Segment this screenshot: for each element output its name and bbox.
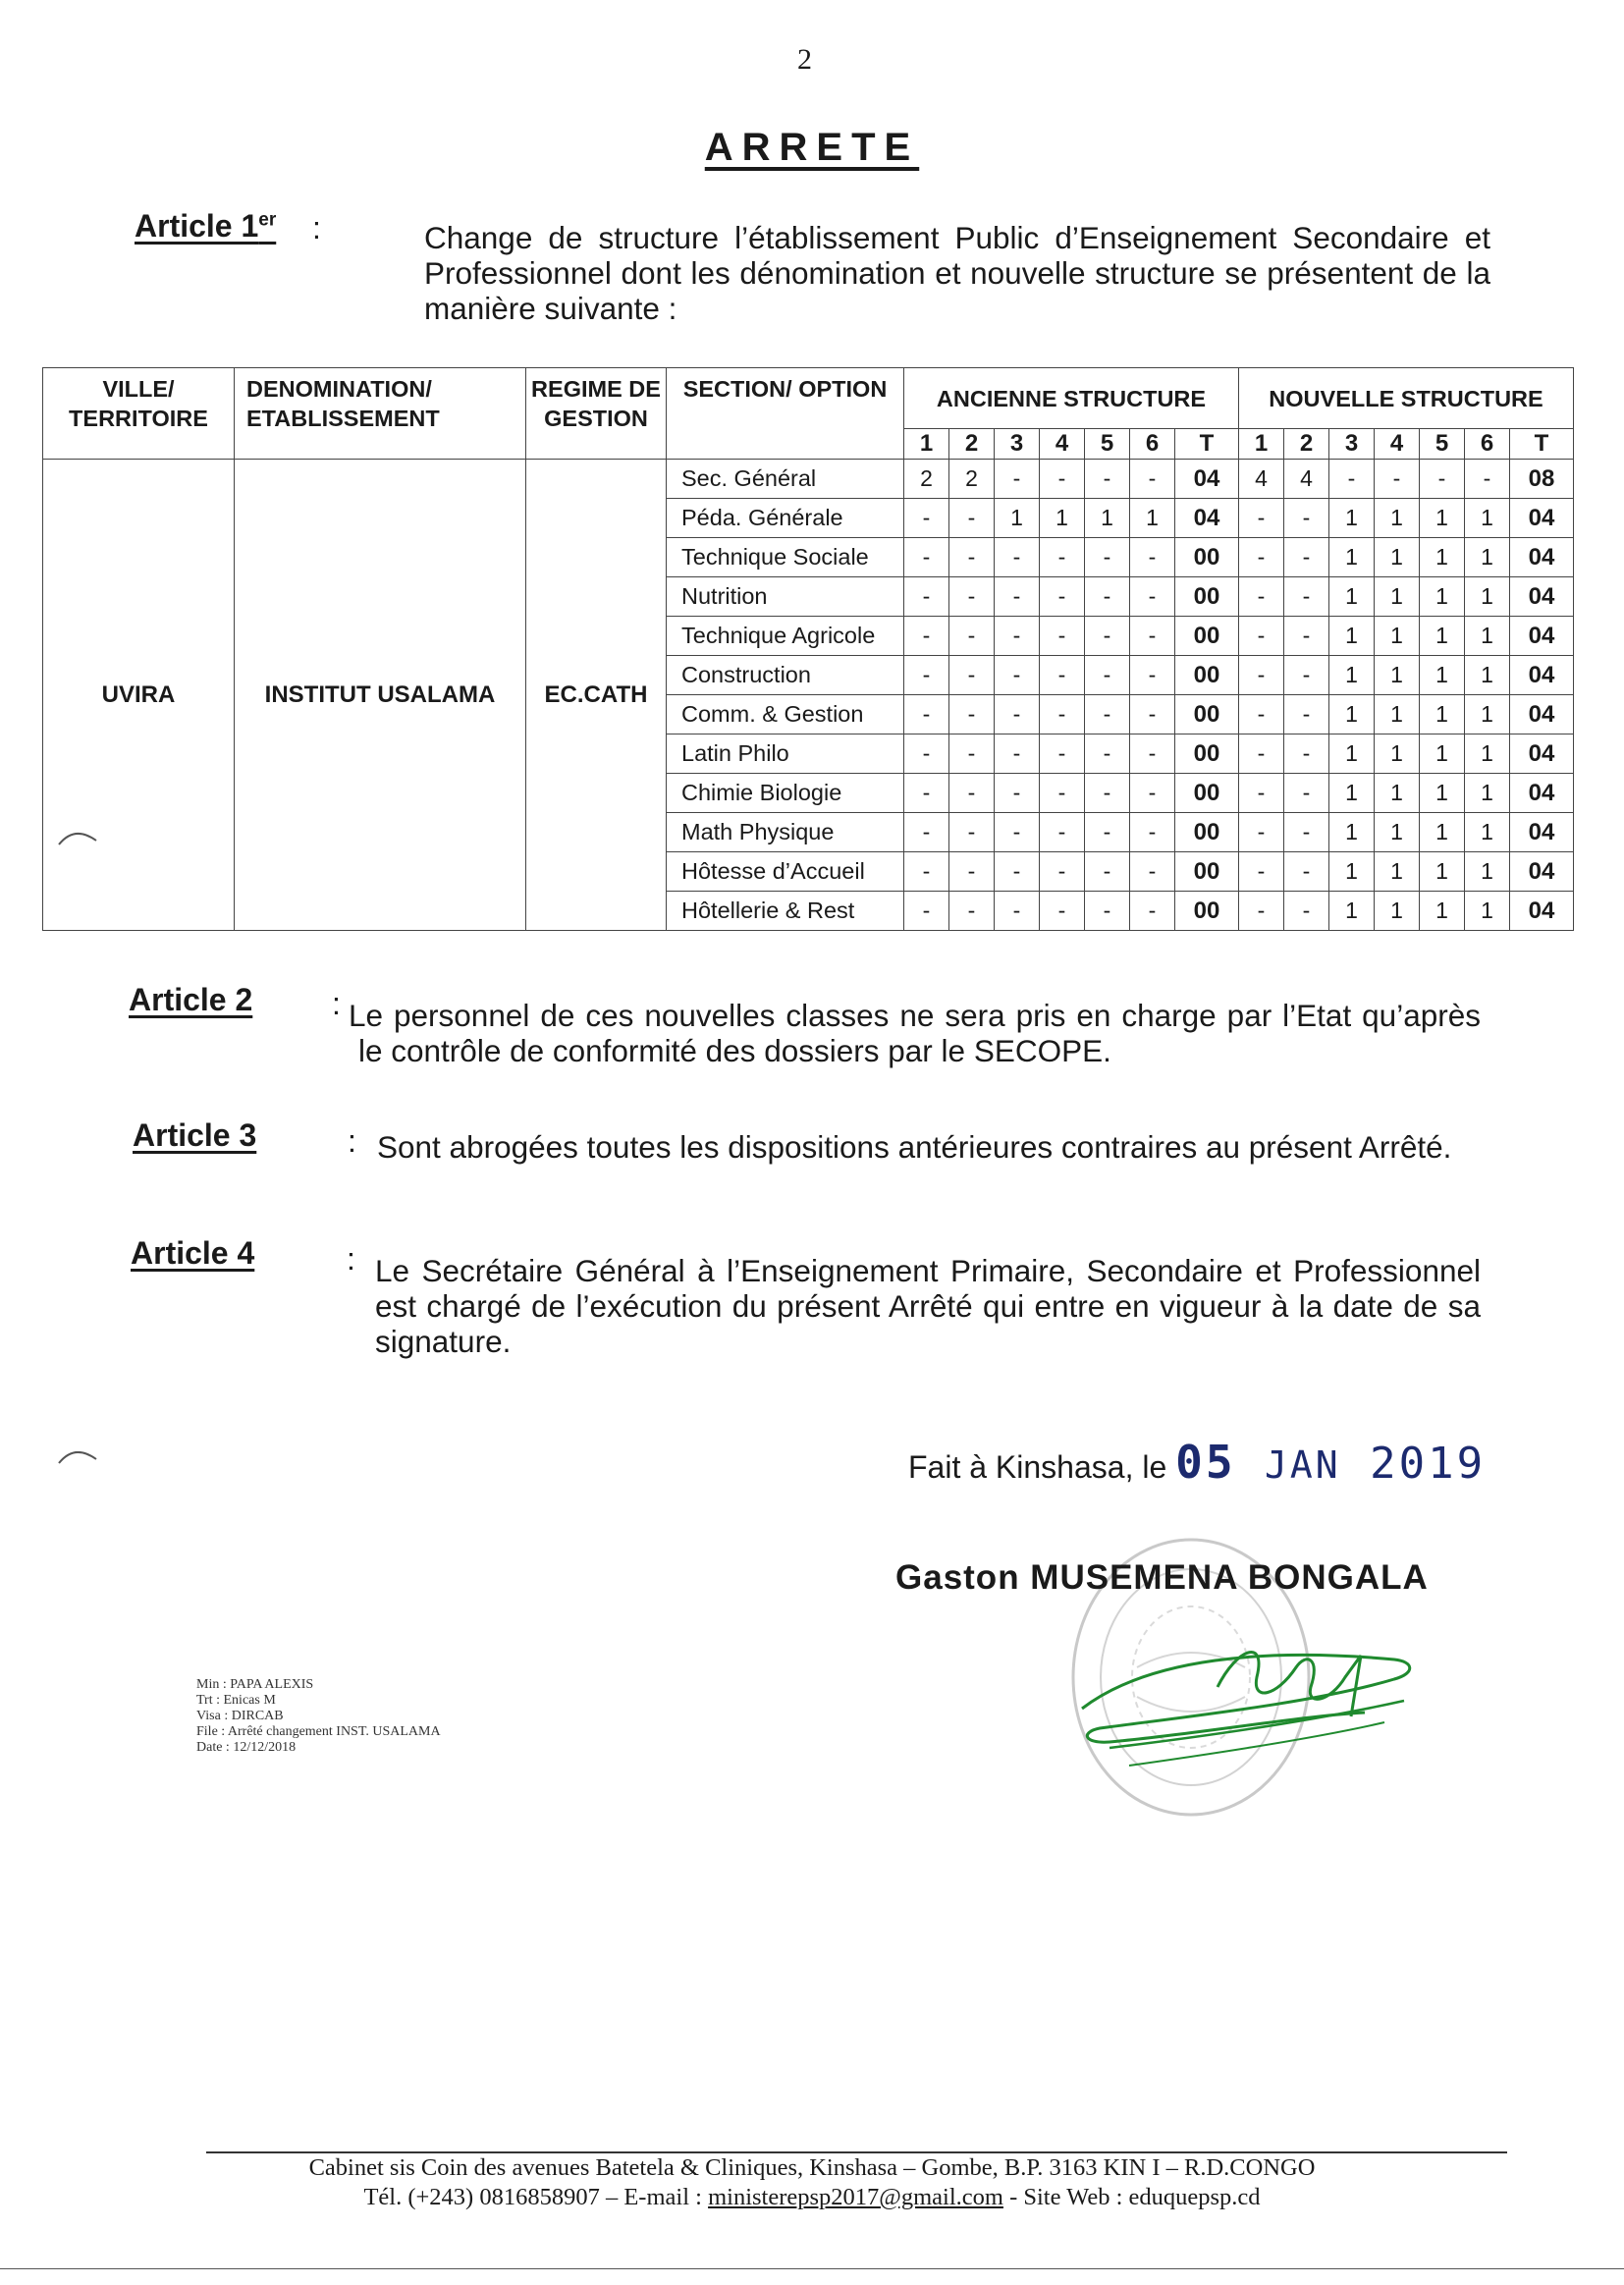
cell-nouvelle-5: 1	[1420, 617, 1465, 656]
cell-nouvelle-3: 1	[1329, 813, 1375, 852]
cell-ancienne-3: -	[995, 577, 1040, 617]
footer-contact: Tél. (+243) 0816858907 – E-mail : ministerepsp2017@gmail.com - Site Web : eduquepsp.cd	[363, 2184, 1261, 2210]
cell-nouvelle-5: 1	[1420, 734, 1465, 774]
cell-ancienne-T: 00	[1175, 538, 1239, 577]
cell-ancienne-4: -	[1040, 892, 1085, 931]
bottom-rule	[0, 2268, 1624, 2269]
cell-nouvelle-T: 04	[1510, 774, 1574, 813]
cell-ancienne-6: -	[1130, 577, 1175, 617]
cell-ancienne-2: -	[949, 774, 995, 813]
reference-line: File : Arrêté changement INST. USALAMA	[196, 1724, 441, 1739]
cell-option: Technique Agricole	[667, 617, 904, 656]
header-section: SECTION/ OPTION	[667, 368, 904, 460]
cell-option: Nutrition	[667, 577, 904, 617]
article-4-text: Le Secrétaire Général à l’Enseignement Primaire, Secondaire et Professionnel est chargé de l’exécution du présent Arrêté qui entre en vigueur à la date de sa signature.	[375, 1253, 1481, 1359]
col-header-nouvelle-6: 6	[1465, 429, 1510, 460]
cell-ancienne-1: -	[904, 892, 949, 931]
cell-ancienne-3: -	[995, 460, 1040, 499]
col-header-nouvelle-3: 3	[1329, 429, 1375, 460]
cell-option: Chimie Biologie	[667, 774, 904, 813]
cell-nouvelle-T: 04	[1510, 734, 1574, 774]
page-number: 2	[797, 43, 812, 76]
cell-ancienne-6: -	[1130, 695, 1175, 734]
cell-ancienne-3: -	[995, 852, 1040, 892]
table-row	[43, 460, 1574, 499]
cell-option: Hôtesse d’Accueil	[667, 852, 904, 892]
cell-nouvelle-2: -	[1284, 499, 1329, 538]
cell-ancienne-3: -	[995, 813, 1040, 852]
cell-ancienne-5: -	[1085, 695, 1130, 734]
cell-ancienne-4: -	[1040, 460, 1085, 499]
cell-ancienne-1: -	[904, 813, 949, 852]
cell-ancienne-6: -	[1130, 656, 1175, 695]
col-header-ancienne-1: 1	[904, 429, 949, 460]
cell-nouvelle-6: 1	[1465, 656, 1510, 695]
col-header-ancienne-2: 2	[949, 429, 995, 460]
col-header-ancienne-3: 3	[995, 429, 1040, 460]
cell-nouvelle-1: -	[1239, 499, 1284, 538]
cell-nouvelle-1: -	[1239, 617, 1284, 656]
cell-ancienne-5: -	[1085, 538, 1130, 577]
reference-line: Visa : DIRCAB	[196, 1709, 284, 1723]
cell-nouvelle-1: -	[1239, 852, 1284, 892]
cell-nouvelle-4: 1	[1375, 774, 1420, 813]
cell-nouvelle-1: -	[1239, 774, 1284, 813]
cell-ancienne-2: -	[949, 499, 995, 538]
cell-nouvelle-3: 1	[1329, 892, 1375, 931]
cell-ancienne-2: -	[949, 695, 995, 734]
reference-block	[196, 1677, 441, 1756]
cell-nouvelle-T: 04	[1510, 813, 1574, 852]
cell-nouvelle-1: -	[1239, 813, 1284, 852]
cell-nouvelle-5: 1	[1420, 892, 1465, 931]
cell-nouvelle-2: -	[1284, 852, 1329, 892]
article-1-label: Article 1er	[135, 208, 277, 244]
cell-ancienne-5: -	[1085, 617, 1130, 656]
document-title: ARRETE	[704, 126, 920, 169]
header-ville: VILLE/ TERRITOIRE	[43, 368, 235, 460]
cell-ancienne-3: 1	[995, 499, 1040, 538]
cell-nouvelle-4: 1	[1375, 538, 1420, 577]
header-nouvelle-structure: NOUVELLE STRUCTURE	[1239, 368, 1574, 429]
col-header-nouvelle-T: T	[1510, 429, 1574, 460]
cell-option: Péda. Générale	[667, 499, 904, 538]
cell-option: Comm. & Gestion	[667, 695, 904, 734]
date-line: Fait à Kinshasa, le 05 JAN 2019	[908, 1436, 1487, 1489]
cell-ancienne-4: -	[1040, 577, 1085, 617]
cell-ancienne-1: -	[904, 734, 949, 774]
cell-nouvelle-5: 1	[1420, 499, 1465, 538]
cell-ancienne-3: -	[995, 892, 1040, 931]
cell-ancienne-T: 00	[1175, 695, 1239, 734]
cell-nouvelle-6: 1	[1465, 617, 1510, 656]
cell-ancienne-5: -	[1085, 892, 1130, 931]
cell-ancienne-1: -	[904, 656, 949, 695]
cell-ancienne-2: 2	[949, 460, 995, 499]
cell-ancienne-6: 1	[1130, 499, 1175, 538]
cell-nouvelle-2: -	[1284, 577, 1329, 617]
cell-nouvelle-4: 1	[1375, 499, 1420, 538]
cell-nouvelle-5: 1	[1420, 577, 1465, 617]
cell-nouvelle-5: 1	[1420, 538, 1465, 577]
cell-ancienne-2: -	[949, 813, 995, 852]
cell-ancienne-T: 04	[1175, 499, 1239, 538]
date-stamp: 05 JAN 2019	[1175, 1436, 1487, 1489]
cell-nouvelle-1: -	[1239, 892, 1284, 931]
cell-nouvelle-3: 1	[1329, 499, 1375, 538]
col-header-ancienne-4: 4	[1040, 429, 1085, 460]
cell-ancienne-T: 00	[1175, 577, 1239, 617]
cell-nouvelle-6: 1	[1465, 499, 1510, 538]
cell-nouvelle-2: -	[1284, 892, 1329, 931]
cell-nouvelle-1: -	[1239, 734, 1284, 774]
cell-ancienne-T: 00	[1175, 813, 1239, 852]
cell-nouvelle-5: 1	[1420, 774, 1465, 813]
article-1-text: Change de structure l’établissement Public d’Enseignement Secondaire et Professionnel dont les dénomination et nouvelle structure se présentent de la manière suivante :	[424, 220, 1490, 326]
cell-nouvelle-2: -	[1284, 617, 1329, 656]
cell-ancienne-2: -	[949, 577, 995, 617]
cell-nouvelle-6: 1	[1465, 813, 1510, 852]
cell-ancienne-2: -	[949, 892, 995, 931]
cell-nouvelle-3: 1	[1329, 774, 1375, 813]
article-2-label: Article 2	[129, 982, 253, 1017]
cell-nouvelle-6: 1	[1465, 577, 1510, 617]
cell-option: Construction	[667, 656, 904, 695]
cell-ancienne-1: -	[904, 852, 949, 892]
cell-ancienne-4: -	[1040, 617, 1085, 656]
cell-nouvelle-1: -	[1239, 656, 1284, 695]
col-header-nouvelle-2: 2	[1284, 429, 1329, 460]
cell-nouvelle-2: -	[1284, 656, 1329, 695]
cell-ancienne-4: -	[1040, 774, 1085, 813]
cell-nouvelle-6: -	[1465, 460, 1510, 499]
cell-ancienne-2: -	[949, 852, 995, 892]
cell-ancienne-1: -	[904, 774, 949, 813]
cell-ancienne-6: -	[1130, 617, 1175, 656]
col-header-ancienne-6: 6	[1130, 429, 1175, 460]
cell-option: Math Physique	[667, 813, 904, 852]
cell-nouvelle-2: -	[1284, 734, 1329, 774]
col-header-ancienne-T: T	[1175, 429, 1239, 460]
cell-ancienne-6: -	[1130, 852, 1175, 892]
cell-ancienne-2: -	[949, 734, 995, 774]
cell-nouvelle-1: -	[1239, 695, 1284, 734]
cell-ancienne-3: -	[995, 695, 1040, 734]
cell-ancienne-6: -	[1130, 892, 1175, 931]
cell-ancienne-T: 00	[1175, 852, 1239, 892]
cell-ancienne-3: -	[995, 538, 1040, 577]
cell-nouvelle-6: 1	[1465, 695, 1510, 734]
cell-ancienne-2: -	[949, 656, 995, 695]
article-1-colon: :	[312, 210, 321, 245]
cell-option: Sec. Général	[667, 460, 904, 499]
article-4-label: Article 4	[131, 1235, 255, 1271]
cell-option: Latin Philo	[667, 734, 904, 774]
cell-nouvelle-6: 1	[1465, 538, 1510, 577]
cell-nouvelle-2: -	[1284, 774, 1329, 813]
cell-ancienne-1: -	[904, 499, 949, 538]
cell-ancienne-1: -	[904, 617, 949, 656]
cell-nouvelle-3: 1	[1329, 852, 1375, 892]
cell-ancienne-4: 1	[1040, 499, 1085, 538]
cell-ancienne-5: -	[1085, 460, 1130, 499]
structure-table	[42, 367, 1574, 931]
cell-ancienne-5: -	[1085, 813, 1130, 852]
cell-nouvelle-T: 04	[1510, 538, 1574, 577]
cell-nouvelle-5: 1	[1420, 852, 1465, 892]
cell-nouvelle-2: -	[1284, 695, 1329, 734]
cell-ancienne-5: -	[1085, 734, 1130, 774]
cell-nouvelle-6: 1	[1465, 852, 1510, 892]
cell-denomination: INSTITUT USALAMA	[235, 460, 526, 931]
cell-nouvelle-4: 1	[1375, 617, 1420, 656]
cell-option: Hôtellerie & Rest	[667, 892, 904, 931]
signer-name: Gaston MUSEMENA BONGALA	[895, 1558, 1429, 1597]
cell-nouvelle-1: 4	[1239, 460, 1284, 499]
cell-nouvelle-T: 04	[1510, 852, 1574, 892]
cell-nouvelle-1: -	[1239, 538, 1284, 577]
cell-ancienne-T: 04	[1175, 460, 1239, 499]
punch-hole-mark	[55, 821, 100, 850]
article-2-text: Le personnel de ces nouvelles classes ne sera pris en charge par l’Etat qu’après le contrôle de conformité des dossiers par le SECOPE.	[349, 998, 1481, 1068]
cell-nouvelle-4: -	[1375, 460, 1420, 499]
cell-ancienne-6: -	[1130, 460, 1175, 499]
cell-nouvelle-5: 1	[1420, 813, 1465, 852]
cell-nouvelle-T: 04	[1510, 656, 1574, 695]
punch-hole-mark	[55, 1440, 100, 1469]
cell-nouvelle-5: 1	[1420, 656, 1465, 695]
cell-ancienne-4: -	[1040, 656, 1085, 695]
article-3-colon: :	[348, 1123, 356, 1159]
cell-ancienne-4: -	[1040, 852, 1085, 892]
cell-option: Technique Sociale	[667, 538, 904, 577]
cell-nouvelle-3: 1	[1329, 695, 1375, 734]
cell-nouvelle-T: 04	[1510, 577, 1574, 617]
cell-ancienne-T: 00	[1175, 656, 1239, 695]
article-2-colon: :	[332, 986, 341, 1021]
cell-nouvelle-T: 08	[1510, 460, 1574, 499]
cell-ancienne-5: 1	[1085, 499, 1130, 538]
cell-ville: UVIRA	[43, 460, 235, 931]
cell-nouvelle-1: -	[1239, 577, 1284, 617]
cell-nouvelle-4: 1	[1375, 695, 1420, 734]
col-header-nouvelle-4: 4	[1375, 429, 1420, 460]
cell-ancienne-T: 00	[1175, 734, 1239, 774]
cell-nouvelle-2: -	[1284, 538, 1329, 577]
cell-nouvelle-3: -	[1329, 460, 1375, 499]
cell-ancienne-3: -	[995, 774, 1040, 813]
reference-line: Date : 12/12/2018	[196, 1740, 297, 1755]
cell-regime: EC.CATH	[526, 460, 667, 931]
cell-ancienne-6: -	[1130, 774, 1175, 813]
col-header-nouvelle-1: 1	[1239, 429, 1284, 460]
cell-nouvelle-T: 04	[1510, 695, 1574, 734]
cell-nouvelle-4: 1	[1375, 892, 1420, 931]
cell-nouvelle-2: 4	[1284, 460, 1329, 499]
header-denomination: DENOMINATION/ ETABLISSEMENT	[235, 368, 526, 460]
reference-line: Min : PAPA ALEXIS	[196, 1677, 314, 1692]
cell-nouvelle-6: 1	[1465, 774, 1510, 813]
article-3-label: Article 3	[133, 1117, 257, 1153]
cell-ancienne-3: -	[995, 617, 1040, 656]
cell-ancienne-4: -	[1040, 538, 1085, 577]
cell-ancienne-1: -	[904, 538, 949, 577]
header-regime: REGIME DE GESTION	[526, 368, 667, 460]
footer-email-link[interactable]: ministerepsp2017@gmail.com	[708, 2184, 1003, 2210]
cell-nouvelle-6: 1	[1465, 892, 1510, 931]
footer-address: Cabinet sis Coin des avenues Batetela & Cliniques, Kinshasa – Gombe, B.P. 3163 KIN I – R.D.CONGO	[308, 2154, 1316, 2181]
cell-ancienne-5: -	[1085, 852, 1130, 892]
cell-ancienne-T: 00	[1175, 617, 1239, 656]
cell-ancienne-6: -	[1130, 813, 1175, 852]
cell-ancienne-6: -	[1130, 734, 1175, 774]
cell-ancienne-2: -	[949, 538, 995, 577]
cell-ancienne-4: -	[1040, 734, 1085, 774]
cell-ancienne-3: -	[995, 734, 1040, 774]
cell-nouvelle-6: 1	[1465, 734, 1510, 774]
cell-nouvelle-2: -	[1284, 813, 1329, 852]
cell-ancienne-6: -	[1130, 538, 1175, 577]
header-ancienne-structure: ANCIENNE STRUCTURE	[904, 368, 1239, 429]
article-4-colon: :	[347, 1241, 355, 1277]
cell-nouvelle-5: 1	[1420, 695, 1465, 734]
col-header-ancienne-5: 5	[1085, 429, 1130, 460]
cell-ancienne-5: -	[1085, 577, 1130, 617]
article-3-text: Sont abrogées toutes les dispositions antérieures contraires au présent Arrêté.	[377, 1129, 1452, 1165]
cell-nouvelle-4: 1	[1375, 577, 1420, 617]
col-header-nouvelle-5: 5	[1420, 429, 1465, 460]
cell-nouvelle-T: 04	[1510, 892, 1574, 931]
cell-ancienne-2: -	[949, 617, 995, 656]
cell-nouvelle-3: 1	[1329, 577, 1375, 617]
cell-nouvelle-4: 1	[1375, 852, 1420, 892]
reference-line: Trt : Enicas M	[196, 1693, 276, 1708]
cell-ancienne-1: -	[904, 577, 949, 617]
handwritten-signature	[1070, 1618, 1424, 1775]
cell-ancienne-3: -	[995, 656, 1040, 695]
cell-ancienne-5: -	[1085, 774, 1130, 813]
cell-nouvelle-4: 1	[1375, 734, 1420, 774]
cell-nouvelle-4: 1	[1375, 813, 1420, 852]
cell-nouvelle-3: 1	[1329, 538, 1375, 577]
cell-nouvelle-3: 1	[1329, 656, 1375, 695]
cell-nouvelle-3: 1	[1329, 734, 1375, 774]
cell-nouvelle-T: 04	[1510, 499, 1574, 538]
cell-nouvelle-3: 1	[1329, 617, 1375, 656]
cell-nouvelle-T: 04	[1510, 617, 1574, 656]
cell-nouvelle-4: 1	[1375, 656, 1420, 695]
cell-ancienne-5: -	[1085, 656, 1130, 695]
cell-ancienne-1: 2	[904, 460, 949, 499]
cell-ancienne-T: 00	[1175, 892, 1239, 931]
cell-ancienne-4: -	[1040, 813, 1085, 852]
cell-ancienne-4: -	[1040, 695, 1085, 734]
cell-ancienne-T: 00	[1175, 774, 1239, 813]
cell-nouvelle-5: -	[1420, 460, 1465, 499]
cell-ancienne-1: -	[904, 695, 949, 734]
